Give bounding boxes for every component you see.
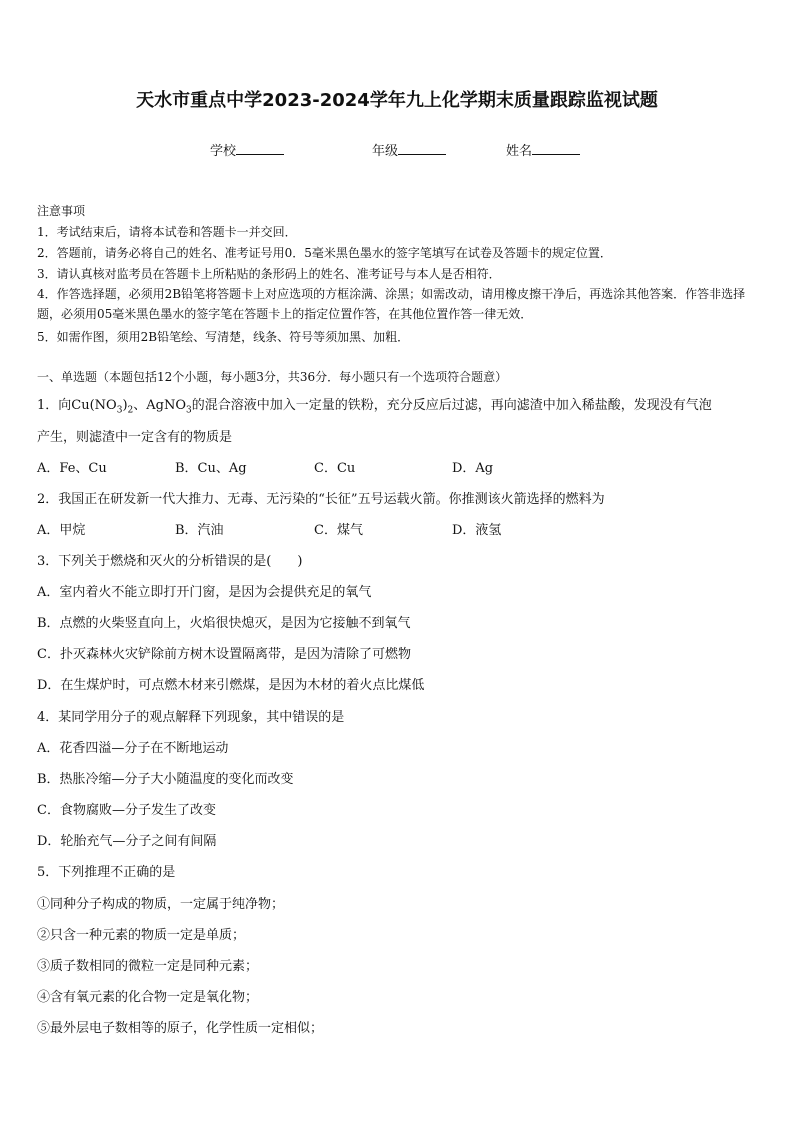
question-1-stem [37,394,712,416]
q1-stem-d: 的混合溶液中加入一定量的铁粉，充分反应后过滤，再向滤渣中加入稀盐酸，发现没有气泡 [191,398,712,413]
question-3-option-b: B．点燃的火柴竖直向上，火焰很快熄灭，是因为它接触不到氧气 [37,616,411,631]
question-3-stem: 3．下列关于燃烧和灭火的分析错误的是( ) [37,554,303,569]
school-field [210,140,284,159]
question-4-option-a: A．花香四溢—分子在不断地运动 [37,741,229,756]
question-5-item: ②只含一种元素的物质一定是单质； [37,928,246,943]
option-a: A．Fe、Cu [37,461,107,476]
name-blank [532,142,580,155]
question-5-item: ⑤最外层电子数相等的原子，化学性质一定相似； [37,1021,324,1036]
notes-heading: 注意事项 [37,204,86,218]
question-5-stem: 5．下列推理不正确的是 [37,865,176,880]
exam-title: 天水市重点中学2023-2024学年九上化学期末质量跟踪监视试题 [136,90,658,111]
name-field [506,140,580,159]
grade-blank [398,142,446,155]
q1-sub-b: 2 [127,405,134,416]
section-heading: 一、单选题（本题包括12个小题，每小题3分，共36分．每小题只有一个选项符合题意） [37,370,508,384]
question-4-option-d: D．轮胎充气—分子之间有间隔 [37,834,217,849]
question-5-item: ③质子数相同的微粒一定是同种元素； [37,959,259,974]
school-label: 学校 [210,144,237,159]
school-blank [236,142,284,155]
question-4-option-b: B．热胀冷缩—分子大小随温度的变化而改变 [37,772,294,787]
question-5-item: ①同种分子构成的物质，一定属于纯净物； [37,897,285,912]
q1-stem-c: 、AgNO [133,398,186,413]
notes-item: 4．作答选择题，必须用2B铅笔将答题卡上对应选项的方框涂满、涂黑；如需改动，请用橡皮擦干净后，再选涂其他答案．作答非选择题，必须用05毫米黑色墨水的签字笔在答题卡上的指定位置作答，在其他位置作答一律无效． [37,287,746,321]
grade-label: 年级 [372,144,399,159]
question-3-option-c: C．扑灭森林火灾铲除前方树木设置隔离带，是因为清除了可燃物 [37,647,411,662]
option-c: C．Cu [314,461,356,476]
question-3-option-d: D．在生煤炉时，可点燃木材来引燃煤，是因为木材的着火点比煤低 [37,678,425,693]
option-c: C．煤气 [314,523,363,538]
question-2-stem: 2．我国正在研发新一代大推力、无毒、无污染的“长征”五号运载火箭。你推测该火箭选择的燃料为 [37,492,605,507]
option-d: D．液氢 [452,523,502,538]
notes-item: 2．答题前，请务必将自己的姓名、准考证号用0．5毫米黑色墨水的签字笔填写在试卷及答题卡的规定位置． [37,246,612,260]
question-4-option-c: C．食物腐败—分子发生了改变 [37,803,216,818]
grade-field [372,140,446,159]
q1-stem-a: 1．向Cu(NO [37,398,117,413]
option-d: D．Ag [452,461,494,476]
name-label: 姓名 [506,144,533,159]
question-4-stem: 4．某同学用分子的观点解释下列现象，其中错误的是 [37,710,345,725]
q1-sub-c: 3 [186,405,192,416]
q1-stem-b: ) [122,398,128,413]
option-a: A．甲烷 [37,523,86,538]
question-3-option-a: A．室内着火不能立即打开门窗，是因为会提供充足的氧气 [37,585,372,600]
option-b: B．汽油 [175,523,224,538]
option-b: B．Cu、Ag [175,461,247,476]
q1-sub-a: 3 [116,405,123,416]
question-5-item: ④含有氧元素的化合物一定是氧化物； [37,990,259,1005]
notes-item: 3．请认真核对监考员在答题卡上所粘贴的条形码上的姓名、准考证号与本人是否相符． [37,267,501,281]
notes-item: 1．考试结束后，请将本试卷和答题卡一并交回． [37,225,297,239]
question-1-stem-line2: 产生，则滤渣中一定含有的物质是 [37,430,233,445]
notes-item: 5．如需作图，须用2B铅笔绘、写清楚，线条、符号等须加黑、加粗． [37,330,410,344]
